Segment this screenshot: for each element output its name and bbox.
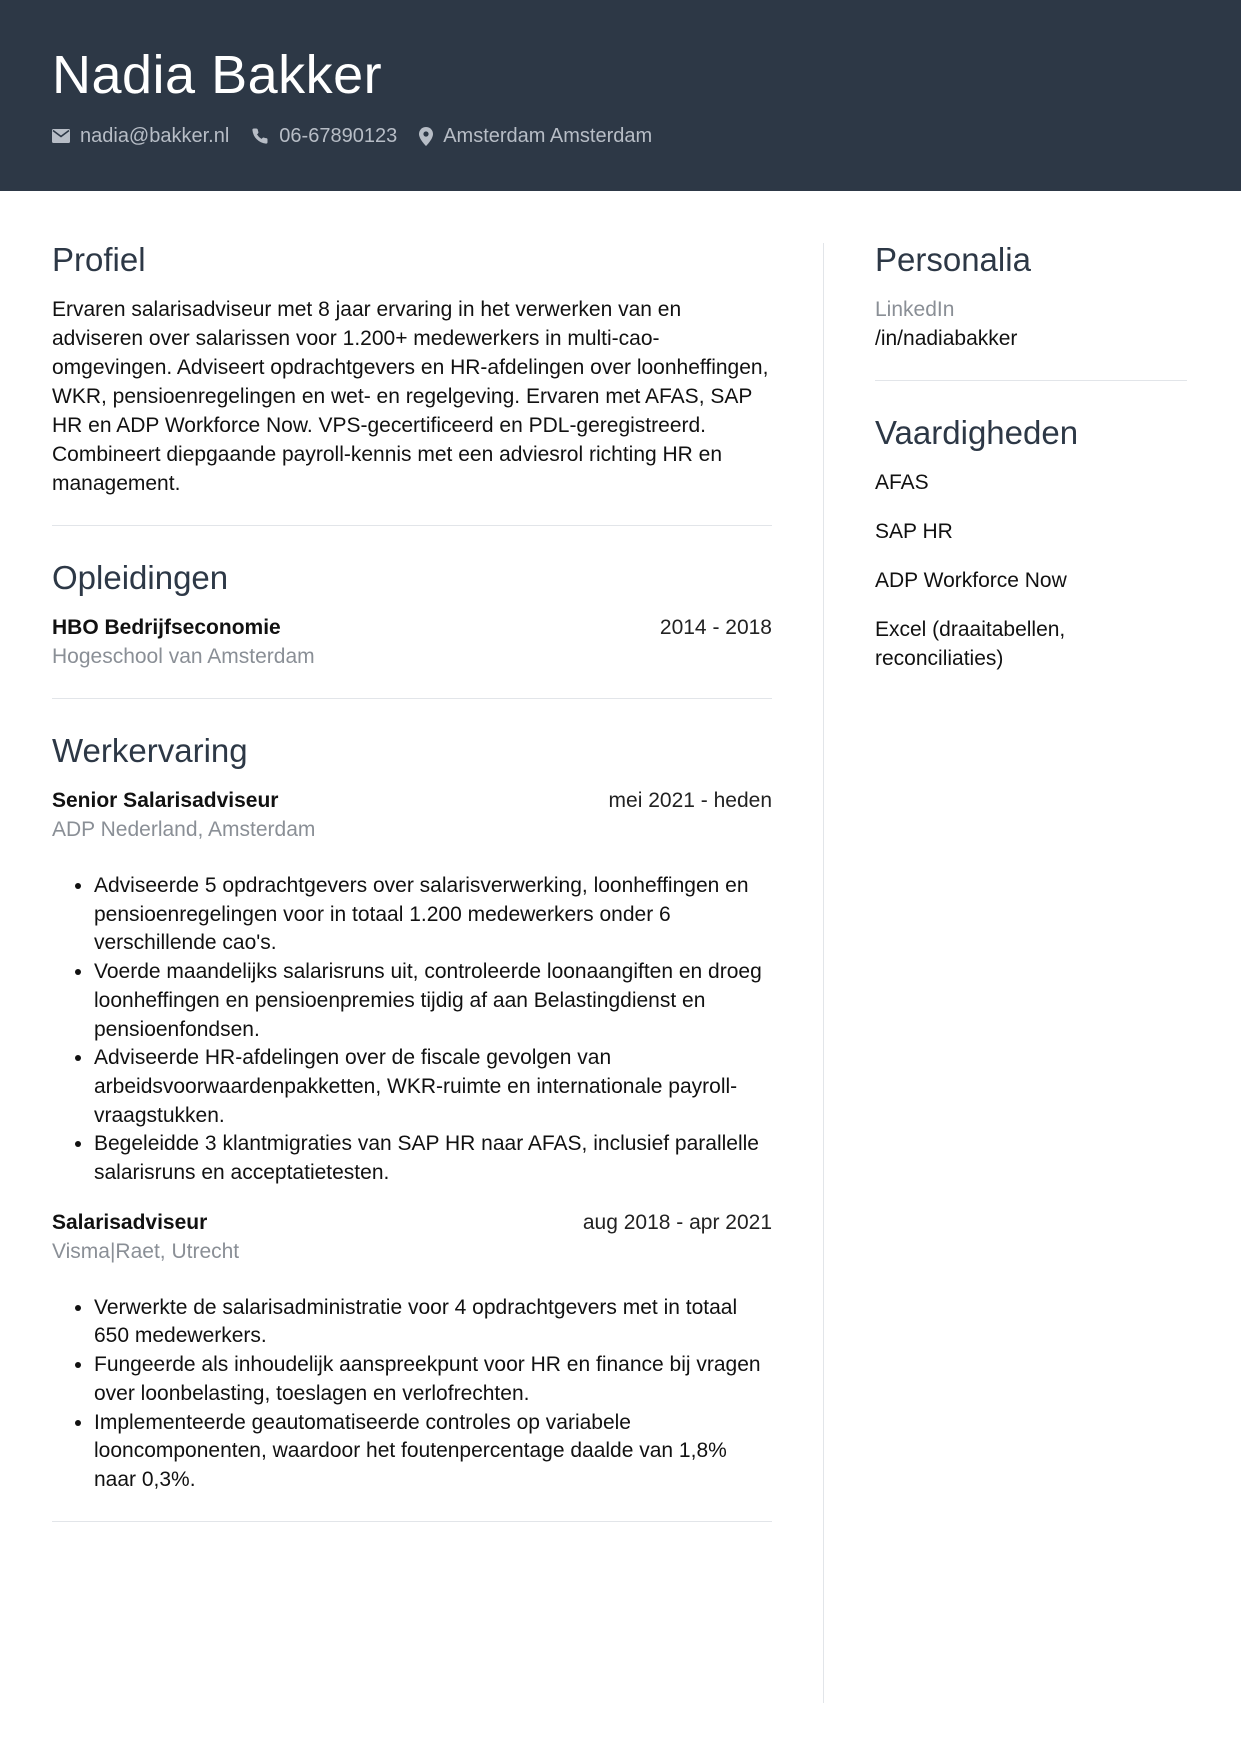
education-dates: 2014 - 2018	[659, 616, 772, 639]
degree-title: HBO Bedrijfseconomie	[52, 616, 281, 639]
sidebar-column	[875, 236, 1187, 693]
personal-heading: Personalia	[875, 241, 1031, 278]
profile-text: Ervaren salarisadviseur met 8 jaar ervaring in het verwerken van en adviseren over salarissen voor 1.200+ medewerkers in multi-cao-omgevingen. Adviseert opdrachtgevers en HR-afdelingen over loonheffingen, WKR, pensioenregelingen en wet- en regelgeving. Ervaren met AFAS, SAP HR en ADP Workforce Now. VPS-gecertificeerd en PDL-geregistreerd. Combineert diepgaande payroll-kennis met een adviesrol richting HR en management.	[52, 298, 769, 495]
skill-item: AFAS	[875, 471, 929, 494]
school-name: Hogeschool van Amsterdam	[52, 645, 315, 668]
personal-section	[875, 236, 1187, 353]
map-pin-icon	[419, 127, 433, 146]
phone-text: 06-67890123	[279, 124, 398, 147]
skill-item: SAP HR	[875, 520, 953, 543]
education-entry	[52, 613, 772, 671]
profile-heading: Profiel	[52, 241, 146, 278]
linkedin-value: /in/nadiabakker	[875, 327, 1018, 350]
job-role: Senior Salarisadviseur	[52, 789, 279, 812]
list-item: • Verwerkte de salarisadministratie voor 4 opdrachtgevers met in totaal 650 medewerkers.	[94, 1294, 772, 1351]
section-divider	[875, 380, 1187, 381]
job-dates: aug 2018 - apr 2021	[582, 1210, 772, 1234]
job-role: Salarisadviseur	[52, 1210, 208, 1234]
skills-heading: Vaardigheden	[875, 414, 1079, 451]
profile-section	[52, 236, 772, 498]
column-divider	[823, 243, 824, 1703]
contact-line	[52, 122, 674, 150]
main-column	[52, 236, 772, 1522]
skill-item: ADP Workforce Now	[875, 569, 1067, 592]
job-company: ADP Nederland, Amsterdam	[52, 818, 316, 841]
education-heading: Opleidingen	[52, 559, 229, 596]
skills-list	[875, 468, 1187, 673]
section-divider	[52, 525, 772, 526]
contact-email	[52, 125, 229, 148]
phone-icon	[251, 127, 269, 145]
header-band	[0, 0, 1241, 191]
list-item: • Voerde maandelijks salarisruns uit, controleerde loonaangiften en droeg loonheffingen en pensioenpremies tijdig af aan Belastingdienst en pensioenfondsen.	[94, 958, 772, 1044]
candidate-name: Nadia Bakker	[52, 45, 383, 105]
skill-item: Excel (draaitabellen, reconciliaties)	[875, 618, 1066, 670]
section-divider	[52, 1521, 772, 1522]
job-company: Visma|Raet, Utrecht	[52, 1239, 240, 1263]
job-entry	[52, 1208, 772, 1495]
experience-section	[52, 727, 772, 1495]
job-bullets	[52, 1294, 772, 1495]
job-bullets	[52, 872, 772, 1188]
envelope-icon	[52, 129, 70, 143]
skills-section	[875, 409, 1187, 673]
email-text: nadia@bakker.nl	[80, 124, 230, 147]
contact-phone	[251, 125, 397, 148]
list-item: • Implementeerde geautomatiseerde controles op variabele looncomponenten, waardoor het foutenpercentage daalde van 1,8% naar 0,3%.	[94, 1409, 772, 1495]
section-divider	[52, 698, 772, 699]
job-dates: mei 2021 - heden	[608, 789, 772, 812]
linkedin-label: LinkedIn	[875, 298, 955, 321]
education-section	[52, 554, 772, 671]
list-item: • Adviseerde 5 opdrachtgevers over salarisverwerking, loonheffingen en pensioenregelingen voor in totaal 1.200 medewerkers onder 6 verschillende cao's.	[94, 872, 772, 958]
job-entry	[52, 786, 772, 1188]
list-item: • Adviseerde HR-afdelingen over de fiscale gevolgen van arbeidsvoorwaardenpakketten, WKR-ruimte en internationale payroll-vraagstukken.	[94, 1044, 772, 1130]
experience-heading: Werkervaring	[52, 732, 248, 769]
list-item: • Fungeerde als inhoudelijk aanspreekpunt voor HR en finance bij vragen over loonbelasting, toeslagen en verlofrechten.	[94, 1351, 772, 1408]
location-text: Amsterdam Amsterdam	[443, 124, 653, 147]
list-item: • Begeleidde 3 klantmigraties van SAP HR naar AFAS, inclusief parallelle salarisruns en acceptatietesten.	[94, 1130, 772, 1187]
contact-location	[419, 125, 652, 148]
